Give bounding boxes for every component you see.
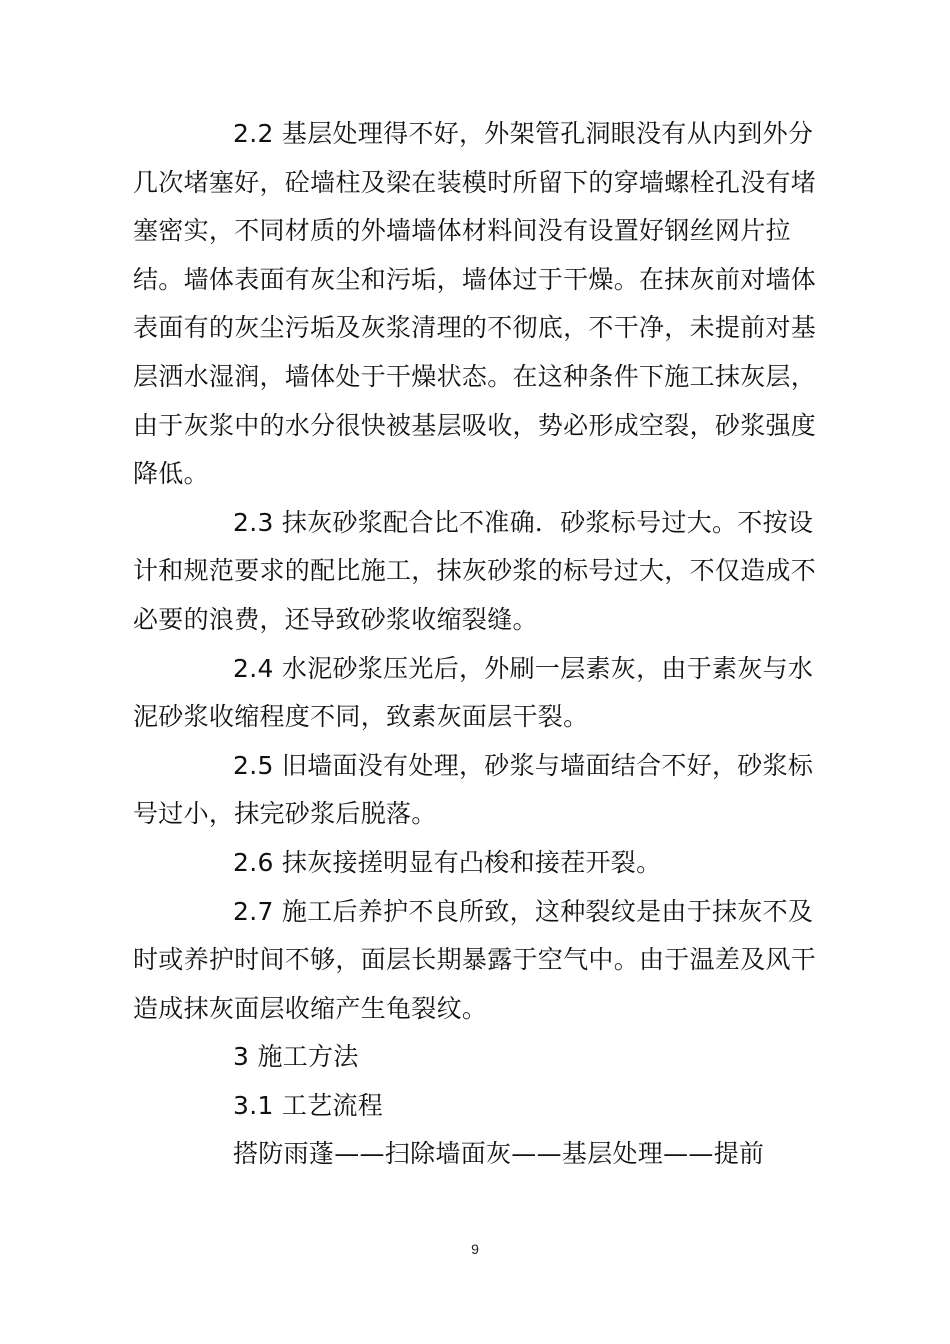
paragraph-2-7: 2.7 施工后养护不良所致，这种裂纹是由于抹灰不及时或养护时间不够，面层长期暴露于空气中。由于温差及风干造成抹灰面层收缩产生龟裂纹。 — [133, 896, 817, 1023]
paragraph-2-4: 2.4 水泥砂浆压光后，外刷一层素灰，由于素灰与水泥砂浆收缩程度不同，致素灰面层干裂。 — [133, 653, 814, 732]
subsection-heading-3-1: 3.1 工艺流程 — [233, 1090, 384, 1120]
paragraph-2-3: 2.3 抹灰砂浆配合比不准确．砂浆标号过大。不按设计和规范要求的配比施工，抹灰砂浆的标号过大，不仅造成不必要的浪费，还导致砂浆收缩裂缝。 — [133, 507, 817, 634]
paragraph-2-5: 2.5 旧墙面没有处理，砂浆与墙面结合不好，砂浆标号过小，抹完砂浆后脱落。 — [133, 750, 814, 829]
process-flow-line: 搭防雨蓬——扫除墙面灰——基层处理——提前 — [233, 1139, 765, 1169]
paragraph-2-2: 2.2 基层处理得不好，外架管孔洞眼没有从内到外分几次堵塞好，砼墙柱及梁在装模时所留下的穿墙螺栓孔没有堵塞密实，不同材质的外墙墙体材料间没有设置好钢丝网片拉结。墙体表面有灰尘和污垢，墙体过于干燥。在抹灰前对墙体表面有的灰尘污垢及灰浆清理的不彻底，不干净，未提前对基层洒水湿润，墙体处于干燥状态。在这种条件下施工抹灰层，由于灰浆中的水分很快被基层吸收，势必形成空裂，砂浆强度降低。 — [133, 119, 817, 489]
body-text — [133, 110, 833, 1179]
page-number: 9 — [471, 1241, 479, 1257]
paragraph-2-6: 2.6 抹灰接搓明显有凸梭和接茬开裂。 — [233, 847, 662, 877]
section-heading-3: 3 施工方法 — [233, 1042, 359, 1072]
